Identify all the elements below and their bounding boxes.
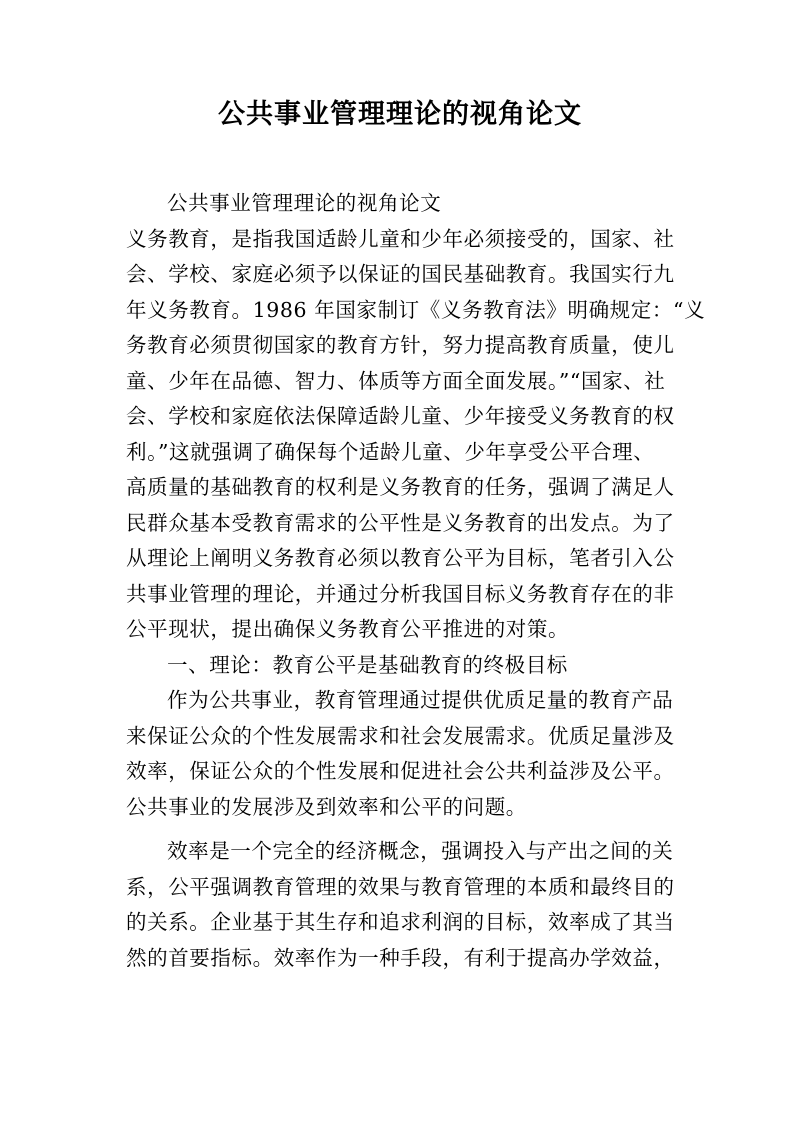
document-body: [126, 186, 706, 976]
paragraph-line: 公共事业的发展涉及到效率和公平的问题。: [126, 794, 527, 819]
paragraph-line: 义务教育，是指我国适龄儿童和少年必须接受的，国家、社: [126, 226, 675, 251]
paragraph-line: 作为公共事业，教育管理通过提供优质足量的教育产品: [167, 688, 674, 712]
section-heading: 一、理论：教育公平是基础教育的终极目标: [167, 652, 568, 677]
subtitle-line: 公共事业管理理论的视角论文: [167, 191, 442, 215]
paragraph-line: 利。”这就强调了确保每个适龄儿童、少年享受公平合理、: [126, 439, 655, 464]
paragraph-line: 然的首要指标。效率作为一种手段，有利于提高办学效益，: [126, 945, 675, 970]
paragraph-line: 高质量的基础教育的权利是义务教育的任务，强调了满足人: [126, 475, 675, 499]
paragraph-line: 效率是一个完全的经济概念，强调投入与产出之间的关: [167, 839, 674, 863]
paragraph-line: 系，公平强调教育管理的效果与教育管理的本质和最终目的: [126, 874, 675, 899]
paragraph-line: 从理论上阐明义务教育必须以教育公平为目标，笔者引入公: [126, 546, 675, 570]
paragraph-line: 年义务教育。1986 年国家制订《义务教育法》明确规定：“义: [126, 297, 706, 322]
document-title: 公共事业管理理论的视角论文: [218, 99, 582, 130]
paragraph-line: 民群众基本受教育需求的公平性是义务教育的出发点。为了: [126, 510, 675, 535]
paragraph-line: 的关系。企业基于其生存和追求利润的目标，效率成了其当: [126, 910, 675, 934]
paragraph-line: 会、学校、家庭必须予以保证的国民基础教育。我国实行九: [126, 262, 675, 286]
paragraph-line: 公平现状，提出确保义务教育公平推进的对策。: [126, 617, 570, 641]
paragraph-line: 会、学校和家庭依法保障适龄儿童、少年接受义务教育的权: [126, 404, 675, 428]
paragraph-line: 童、少年在品德、智力、体质等方面全面发展。”“国家、社: [126, 368, 666, 393]
paragraph-line: 务教育必须贯彻国家的教育方针，努力提高教育质量，使儿: [126, 333, 675, 357]
paragraph-line: 来保证公众的个性发展需求和社会发展需求。优质足量涉及: [126, 723, 675, 748]
paragraph-gap: [126, 825, 684, 834]
paragraph-line: 共事业管理的理论，并通过分析我国目标义务教育存在的非: [126, 581, 675, 606]
paragraph-line: 效率，保证公众的个性发展和促进社会公共利益涉及公平。: [126, 759, 675, 783]
